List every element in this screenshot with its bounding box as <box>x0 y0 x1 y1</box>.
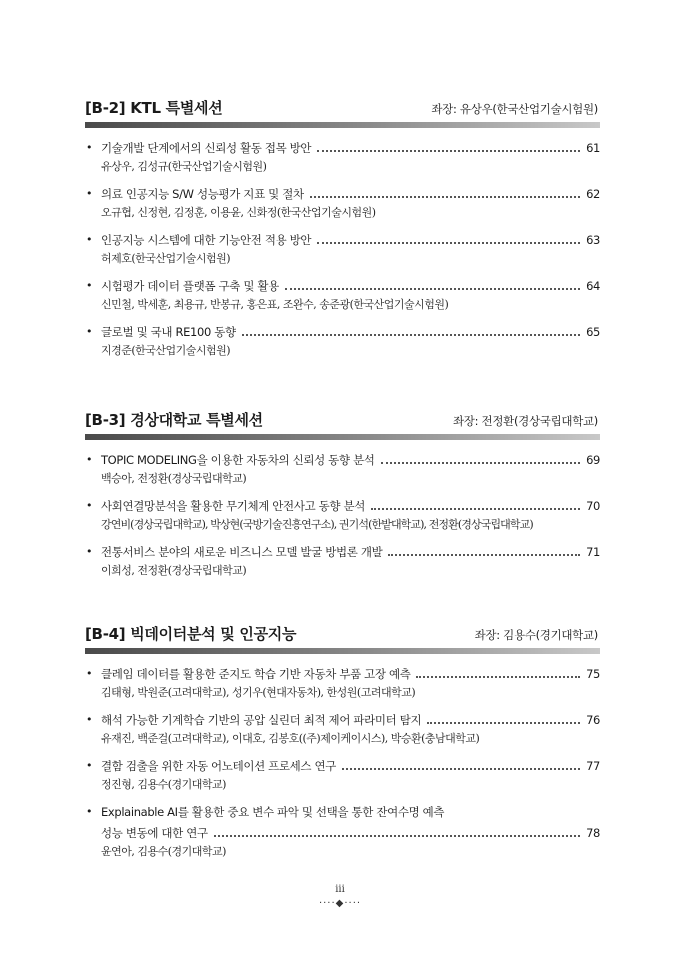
entry-title-continued: 성능 변동에 대한 연구 <box>101 826 208 840</box>
section-b4 <box>85 624 600 871</box>
bullet-icon: • <box>86 545 93 558</box>
entry-title-line <box>101 232 600 248</box>
section-title: [B-3] 경상대학교 특별세션 <box>85 411 263 429</box>
entry-title: 사회연결망분석을 활용한 무기체계 안전사고 동향 분석 <box>101 499 365 513</box>
entry-page: 65 <box>586 325 600 339</box>
page-number: iii <box>335 884 345 895</box>
dot-leader <box>285 288 580 290</box>
toc-entry[interactable] <box>85 452 600 487</box>
entry-page: 75 <box>586 667 600 681</box>
entry-title: 전통서비스 분야의 새로운 비즈니스 모델 발굴 방법론 개발 <box>101 545 383 559</box>
dot-leader <box>214 835 580 837</box>
entry-authors: 강연비(경상국립대학교), 박상현(국방기술진흥연구소), 권기석(한밭대학교), 전정환(경상국립대학교) <box>101 518 533 531</box>
entry-page: 64 <box>586 279 600 293</box>
dot-leader <box>342 768 580 770</box>
entry-title: 해석 가능한 기계학습 기반의 공압 실린더 최적 제어 파라미터 탐지 <box>101 713 422 727</box>
toc-entry[interactable] <box>85 712 600 747</box>
dot-leader <box>388 554 580 556</box>
toc-entry[interactable] <box>85 278 600 313</box>
section-header <box>85 98 600 120</box>
entry-title-line-2 <box>101 825 600 841</box>
entry-title: 글로벌 및 국내 RE100 동향 <box>101 325 236 339</box>
toc-entry[interactable] <box>85 140 600 175</box>
dot-leader <box>416 676 580 678</box>
entry-authors: 오규협, 신정현, 김정훈, 이용윤, 신화정(한국산업기술시험원) <box>101 206 376 219</box>
section-chair: 좌장: 전정환(경상국립대학교) <box>452 414 598 428</box>
toc-entry[interactable] <box>85 498 600 533</box>
entry-authors: 윤연아, 김용수(경기대학교) <box>101 845 226 858</box>
dot-leader <box>317 150 580 152</box>
entry-title-line <box>101 140 600 156</box>
entry-page: 77 <box>586 759 600 773</box>
entry-authors: 허제호(한국산업기술시험원) <box>101 252 231 265</box>
entry-authors: 백승아, 전정환(경상국립대학교) <box>101 472 247 485</box>
entry-title-line <box>101 498 600 514</box>
entry-title-line <box>101 544 600 560</box>
entry-authors: 이희성, 전정환(경상국립대학교) <box>101 564 247 577</box>
entry-title: 인공지능 시스템에 대한 기능안전 적용 방안 <box>101 233 312 247</box>
section-title: [B-2] KTL 특별세션 <box>85 99 223 117</box>
entry-title: 결함 검출을 위한 자동 어노테이션 프로세스 연구 <box>101 759 337 773</box>
entry-title-line <box>101 758 600 774</box>
entry-page: 61 <box>586 141 600 155</box>
bullet-icon: • <box>86 499 93 512</box>
section-header <box>85 410 600 432</box>
entry-page: 78 <box>586 826 600 840</box>
entry-authors: 지경준(한국산업기술시험원) <box>101 344 231 357</box>
section-rule <box>85 648 600 654</box>
section-b3 <box>85 410 600 590</box>
section-title: [B-4] 빅데이터분석 및 인공지능 <box>85 625 297 643</box>
entry-list <box>85 666 600 860</box>
entry-authors: 신민철, 박세훈, 최용규, 반봉규, 홍은표, 조완수, 송준광(한국산업기술시험원) <box>101 298 449 311</box>
toc-entry[interactable] <box>85 804 600 860</box>
toc-entry[interactable] <box>85 324 600 359</box>
toc-entry[interactable] <box>85 758 600 793</box>
toc-entry[interactable] <box>85 186 600 221</box>
dot-leader <box>381 462 580 464</box>
bullet-icon: • <box>86 325 93 338</box>
bullet-icon: • <box>86 279 93 292</box>
entry-title-line <box>101 278 600 294</box>
dot-leader <box>317 242 580 244</box>
entry-authors: 정진형, 김용수(경기대학교) <box>101 778 226 791</box>
entry-title-line <box>101 666 600 682</box>
section-chair: 좌장: 유상우(한국산업기술시험원) <box>431 102 598 116</box>
entry-page: 71 <box>586 545 600 559</box>
toc-entry[interactable] <box>85 666 600 701</box>
entry-title: 기술개발 단계에서의 신뢰성 활동 접목 방안 <box>101 141 312 155</box>
dot-leader <box>310 196 580 198</box>
entry-title: TOPIC MODELING을 이용한 자동차의 신뢰성 동향 분석 <box>101 453 375 467</box>
entry-list <box>85 452 600 579</box>
bullet-icon: • <box>86 187 93 200</box>
bullet-icon: • <box>86 667 93 680</box>
bullet-icon: • <box>86 759 93 772</box>
dot-leader <box>371 508 580 510</box>
section-rule <box>85 434 600 440</box>
entry-title-line <box>101 804 600 820</box>
dot-leader <box>427 722 580 724</box>
entry-authors: 유상우, 김성규(한국산업기술시험원) <box>101 160 267 173</box>
entry-page: 69 <box>586 453 600 467</box>
entry-title: 의료 인공지능 S/W 성능평가 지표 및 절차 <box>101 187 304 201</box>
section-rule <box>85 122 600 128</box>
entry-title: 클레임 데이터를 활용한 준지도 학습 기반 자동차 부품 고장 예측 <box>101 667 411 681</box>
bullet-icon: • <box>86 713 93 726</box>
entry-page: 76 <box>586 713 600 727</box>
section-b2 <box>85 98 600 370</box>
bullet-icon: • <box>86 141 93 154</box>
entry-title-line <box>101 452 600 468</box>
toc-entry[interactable] <box>85 544 600 579</box>
bullet-icon: • <box>86 233 93 246</box>
section-header <box>85 624 600 646</box>
dot-leader <box>242 334 580 336</box>
entry-title-line <box>101 324 600 340</box>
entry-title: 시험평가 데이터 플랫폼 구축 및 활용 <box>101 279 279 293</box>
entry-title: Explainable AI를 활용한 중요 변수 파악 및 선택을 통한 잔여수명 예측 <box>101 805 445 819</box>
entry-title-line <box>101 186 600 202</box>
footer-ornament: ····◆···· <box>318 898 362 909</box>
bullet-icon: • <box>86 805 93 818</box>
entry-authors: 유재진, 백준걸(고려대학교), 이대호, 김봉호((주)제이케이시스), 박승환(충남대학교) <box>101 732 480 745</box>
entry-page: 62 <box>586 187 600 201</box>
entry-title-line <box>101 712 600 728</box>
entry-list <box>85 140 600 359</box>
bullet-icon: • <box>86 453 93 466</box>
section-chair: 좌장: 김용수(경기대학교) <box>474 628 598 642</box>
entry-authors: 김태형, 박원준(고려대학교), 성기우(현대자동차), 한성원(고려대학교) <box>101 686 416 699</box>
entry-page: 70 <box>586 499 600 513</box>
entry-page: 63 <box>586 233 600 247</box>
toc-entry[interactable] <box>85 232 600 267</box>
